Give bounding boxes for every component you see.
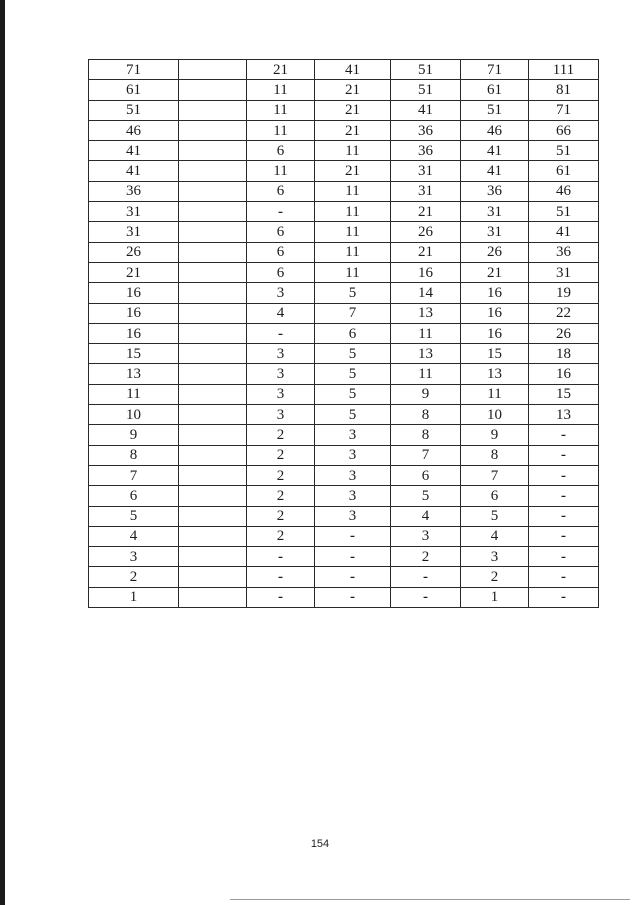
table-cell: 6 <box>247 262 315 282</box>
table-cell <box>179 100 247 120</box>
table-cell: 26 <box>529 323 599 343</box>
table-row <box>89 405 599 425</box>
table-cell: 21 <box>315 100 391 120</box>
data-table <box>88 59 599 608</box>
table-cell: 3 <box>315 445 391 465</box>
table-cell: - <box>529 425 599 445</box>
table-cell: 16 <box>89 303 179 323</box>
table-cell: 1 <box>461 587 529 607</box>
table-cell: 6 <box>247 181 315 201</box>
table-cell: 3 <box>315 425 391 445</box>
table-row <box>89 344 599 364</box>
table-cell: 5 <box>315 364 391 384</box>
table-cell: 11 <box>391 364 461 384</box>
table-cell: 36 <box>391 141 461 161</box>
table-row <box>89 384 599 404</box>
table-cell: 2 <box>247 445 315 465</box>
table-cell: 15 <box>461 344 529 364</box>
table-row <box>89 283 599 303</box>
table-cell: 16 <box>391 262 461 282</box>
table-cell: 3 <box>247 405 315 425</box>
table-row <box>89 120 599 140</box>
table-cell: 9 <box>461 425 529 445</box>
table-cell <box>179 405 247 425</box>
table-cell: 51 <box>89 100 179 120</box>
table-cell: 51 <box>529 141 599 161</box>
scan-edge-line <box>230 899 630 900</box>
table-cell: 9 <box>391 384 461 404</box>
table-cell <box>179 547 247 567</box>
table-cell <box>179 161 247 181</box>
table-cell: 36 <box>391 120 461 140</box>
table-cell: 2 <box>247 425 315 445</box>
table-cell: 31 <box>461 222 529 242</box>
table-cell: 6 <box>315 323 391 343</box>
table-cell: 5 <box>315 384 391 404</box>
table-cell: 2 <box>391 547 461 567</box>
table-cell: 7 <box>89 465 179 485</box>
table-row <box>89 181 599 201</box>
scan-page-edge <box>0 0 5 905</box>
table-cell: 51 <box>391 80 461 100</box>
table-cell: 8 <box>391 425 461 445</box>
table-cell: 41 <box>89 161 179 181</box>
table-cell: 11 <box>391 323 461 343</box>
table-cell: 11 <box>315 262 391 282</box>
table-cell: 7 <box>315 303 391 323</box>
table-cell: 16 <box>461 283 529 303</box>
table-cell: 46 <box>461 120 529 140</box>
table-cell: 31 <box>391 161 461 181</box>
table-cell: 11 <box>315 141 391 161</box>
table-cell: 2 <box>247 506 315 526</box>
table-cell: 10 <box>89 405 179 425</box>
table-cell: - <box>315 526 391 546</box>
table-row <box>89 262 599 282</box>
table-row <box>89 141 599 161</box>
table-cell: 3 <box>247 364 315 384</box>
table-cell: 18 <box>529 344 599 364</box>
table-cell: 21 <box>315 161 391 181</box>
table-cell: - <box>247 567 315 587</box>
table-cell: 7 <box>391 445 461 465</box>
table-cell: 11 <box>247 161 315 181</box>
table-cell: 4 <box>391 506 461 526</box>
table-row <box>89 161 599 181</box>
table-cell: 13 <box>89 364 179 384</box>
table-row <box>89 465 599 485</box>
table-cell: 71 <box>461 60 529 80</box>
table-cell: 1 <box>89 587 179 607</box>
table-cell: 6 <box>247 141 315 161</box>
table-cell: 11 <box>315 202 391 222</box>
table-cell <box>179 567 247 587</box>
table-cell: 36 <box>89 181 179 201</box>
table-cell <box>179 587 247 607</box>
table-cell: - <box>529 486 599 506</box>
table-cell: 15 <box>529 384 599 404</box>
table-cell: 21 <box>461 262 529 282</box>
table-cell: 41 <box>89 141 179 161</box>
table-cell: 31 <box>89 202 179 222</box>
table-cell: 71 <box>89 60 179 80</box>
table-cell: 5 <box>315 283 391 303</box>
table-row <box>89 587 599 607</box>
table-row <box>89 323 599 343</box>
table-row <box>89 486 599 506</box>
table-cell <box>179 120 247 140</box>
table-cell: 11 <box>247 80 315 100</box>
table-cell: 26 <box>461 242 529 262</box>
table-cell: 26 <box>89 242 179 262</box>
table-cell: 8 <box>391 405 461 425</box>
table-cell <box>179 80 247 100</box>
table-cell <box>179 242 247 262</box>
table-row <box>89 425 599 445</box>
table-cell <box>179 486 247 506</box>
table-cell: 11 <box>461 384 529 404</box>
table-cell: 22 <box>529 303 599 323</box>
table-cell: 3 <box>315 465 391 485</box>
table-cell: 4 <box>89 526 179 546</box>
table-cell: 14 <box>391 283 461 303</box>
table-cell: 31 <box>529 262 599 282</box>
table-cell: 16 <box>529 364 599 384</box>
table-row <box>89 303 599 323</box>
table-cell: - <box>315 587 391 607</box>
table-cell <box>179 506 247 526</box>
table-row <box>89 202 599 222</box>
table-cell: 11 <box>247 120 315 140</box>
table-cell: 15 <box>89 344 179 364</box>
table-cell: 4 <box>247 303 315 323</box>
table-cell: 31 <box>89 222 179 242</box>
table-cell: 61 <box>89 80 179 100</box>
table-cell: 21 <box>247 60 315 80</box>
table-row <box>89 100 599 120</box>
table-cell <box>179 323 247 343</box>
table-cell <box>179 222 247 242</box>
table-cell: 13 <box>391 303 461 323</box>
table-cell: 11 <box>315 222 391 242</box>
table-cell: 51 <box>461 100 529 120</box>
table-cell: 8 <box>461 445 529 465</box>
table-cell: 16 <box>461 303 529 323</box>
table-cell: 11 <box>247 100 315 120</box>
table-cell: - <box>391 567 461 587</box>
table-cell: 41 <box>461 161 529 181</box>
table-cell: 16 <box>89 283 179 303</box>
table-cell: 3 <box>461 547 529 567</box>
table-row <box>89 80 599 100</box>
table-cell <box>179 526 247 546</box>
table-cell: 10 <box>461 405 529 425</box>
table-cell: - <box>391 587 461 607</box>
table-cell: 5 <box>391 486 461 506</box>
table-cell: 21 <box>89 262 179 282</box>
table-cell: 51 <box>529 202 599 222</box>
table-cell: 11 <box>315 181 391 201</box>
table-row <box>89 60 599 80</box>
table-row <box>89 222 599 242</box>
table-cell: 21 <box>391 202 461 222</box>
table-cell: - <box>315 567 391 587</box>
table-cell: 3 <box>247 344 315 364</box>
table-cell: 16 <box>89 323 179 343</box>
table-cell: 5 <box>461 506 529 526</box>
table-cell: 2 <box>461 567 529 587</box>
table-cell: 6 <box>461 486 529 506</box>
table-cell: - <box>529 526 599 546</box>
table-cell <box>179 60 247 80</box>
table-cell: 19 <box>529 283 599 303</box>
table-cell: 2 <box>247 526 315 546</box>
table-cell: - <box>529 445 599 465</box>
table-cell: - <box>529 506 599 526</box>
table-row <box>89 364 599 384</box>
table-cell: 3 <box>247 384 315 404</box>
table-cell: 46 <box>89 120 179 140</box>
table-row <box>89 445 599 465</box>
table-cell <box>179 202 247 222</box>
table-row <box>89 547 599 567</box>
table-row <box>89 526 599 546</box>
table-cell: 9 <box>89 425 179 445</box>
table-cell <box>179 425 247 445</box>
table-cell: 8 <box>89 445 179 465</box>
table-row <box>89 567 599 587</box>
table-cell: - <box>315 547 391 567</box>
table-cell: 13 <box>391 344 461 364</box>
table-cell: - <box>529 567 599 587</box>
table-cell: 21 <box>391 242 461 262</box>
table-cell: 3 <box>315 506 391 526</box>
table-row <box>89 242 599 262</box>
table-cell: 71 <box>529 100 599 120</box>
table-cell: 2 <box>247 486 315 506</box>
table-cell: 11 <box>315 242 391 262</box>
table-cell: 13 <box>529 405 599 425</box>
table-cell: 2 <box>89 567 179 587</box>
table-cell: 5 <box>315 405 391 425</box>
table-cell: 16 <box>461 323 529 343</box>
table-cell: - <box>529 587 599 607</box>
table-cell: 13 <box>461 364 529 384</box>
table-cell: 61 <box>461 80 529 100</box>
table-cell: - <box>247 323 315 343</box>
page-number: 154 <box>310 838 330 850</box>
table-cell: 6 <box>391 465 461 485</box>
table-cell: 51 <box>391 60 461 80</box>
table-cell: 21 <box>315 80 391 100</box>
table-cell: - <box>529 465 599 485</box>
table-cell <box>179 181 247 201</box>
table-cell <box>179 465 247 485</box>
table-cell: 3 <box>315 486 391 506</box>
table-cell: 6 <box>247 242 315 262</box>
table-cell: 11 <box>89 384 179 404</box>
table-cell: 81 <box>529 80 599 100</box>
table-cell: 46 <box>529 181 599 201</box>
table-cell <box>179 262 247 282</box>
table-cell: 36 <box>461 181 529 201</box>
table-cell: 26 <box>391 222 461 242</box>
table-cell: 6 <box>247 222 315 242</box>
table-cell: 3 <box>391 526 461 546</box>
table-cell: - <box>247 547 315 567</box>
table-cell <box>179 141 247 161</box>
table-cell: 5 <box>315 344 391 364</box>
table-cell: 3 <box>89 547 179 567</box>
table-cell: 41 <box>391 100 461 120</box>
table-cell: 21 <box>315 120 391 140</box>
table-cell: 3 <box>247 283 315 303</box>
table-cell: 111 <box>529 60 599 80</box>
table-cell: - <box>247 202 315 222</box>
table-row <box>89 506 599 526</box>
table-cell: 2 <box>247 465 315 485</box>
table-cell <box>179 445 247 465</box>
table-cell: 6 <box>89 486 179 506</box>
table-cell: 7 <box>461 465 529 485</box>
table-cell: 41 <box>461 141 529 161</box>
table-cell: 31 <box>391 181 461 201</box>
table-cell: 31 <box>461 202 529 222</box>
table-cell: - <box>529 547 599 567</box>
table-cell: - <box>247 587 315 607</box>
table-cell <box>179 303 247 323</box>
table-body <box>89 60 599 608</box>
table-cell: 41 <box>315 60 391 80</box>
table-cell: 5 <box>89 506 179 526</box>
table-cell: 66 <box>529 120 599 140</box>
table-cell <box>179 364 247 384</box>
table-cell <box>179 283 247 303</box>
table-cell <box>179 344 247 364</box>
table-cell: 41 <box>529 222 599 242</box>
table-cell <box>179 384 247 404</box>
table-cell: 36 <box>529 242 599 262</box>
table-cell: 61 <box>529 161 599 181</box>
table-cell: 4 <box>461 526 529 546</box>
